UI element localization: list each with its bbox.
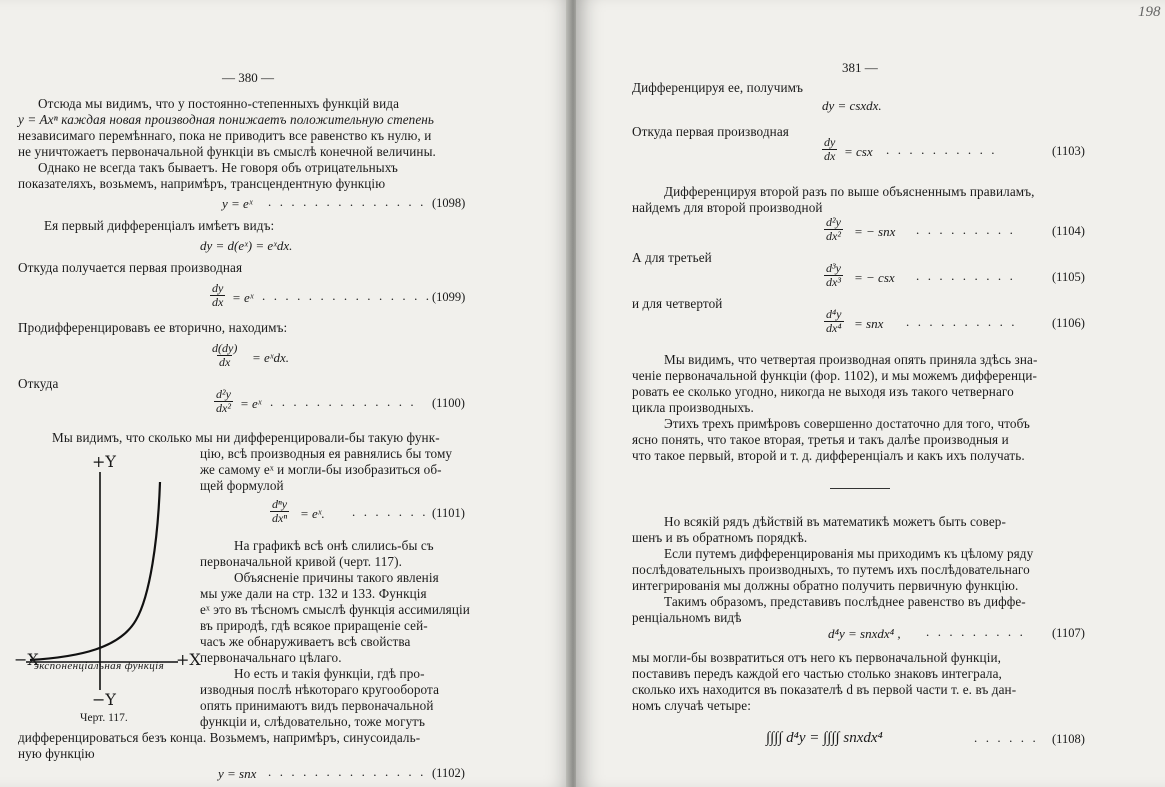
text-line: сколько ихъ находится въ показателѣ d въ первой части т. е. въ дан- bbox=[632, 682, 1017, 697]
text-line: А для третьей bbox=[632, 250, 712, 265]
margin-note: 198 bbox=[1138, 4, 1161, 20]
formula-differential: dy = csxdx. bbox=[822, 98, 882, 113]
text-line: опять принимаютъ видъ первоначальной bbox=[200, 698, 434, 713]
page-number: — 380 — bbox=[222, 70, 274, 85]
text-line: Откуда bbox=[18, 376, 59, 391]
minus-x-label: −X bbox=[14, 650, 39, 669]
curve-label: экспоненціальная функція bbox=[34, 660, 165, 672]
leader-dots: . . . . . . . . . . . . . . bbox=[268, 194, 426, 209]
leader-dots: . . . . . . . . . . bbox=[886, 142, 998, 157]
page-number: 381 — bbox=[842, 60, 878, 75]
text-line: не уничтожаетъ первоначальной функціи въ смыслѣ конечной величины. bbox=[18, 144, 436, 159]
formula-second-rhs: = eˣdx. bbox=[252, 350, 289, 365]
text-line: Дифференцируя ее, получимъ bbox=[632, 80, 803, 95]
text-line: найдемъ для второй производной bbox=[632, 200, 823, 215]
denominator: dx² bbox=[216, 401, 231, 415]
denominator: dxⁿ bbox=[272, 511, 288, 525]
plus-y-label: +Y bbox=[92, 452, 116, 471]
section-divider bbox=[830, 488, 890, 489]
text-line: мы могли-бы возвратиться отъ него къ первоначальной функціи, bbox=[632, 650, 1002, 665]
text-line: цикла производныхъ. bbox=[632, 400, 754, 415]
text-line: шенъ и въ обратномъ порядкѣ. bbox=[632, 530, 808, 545]
figure-caption: Черт. 117. bbox=[80, 712, 128, 724]
formula-differential: dy = d(eˣ) = eˣdx. bbox=[200, 238, 293, 253]
leader-dots: . . . . . . . . . . . . . bbox=[270, 394, 417, 409]
text-line: Ея первый дифференціалъ имѣетъ видъ: bbox=[44, 218, 275, 233]
text-line: Такимъ образомъ, представивъ послѣднее равенство въ диффе- bbox=[664, 594, 1026, 609]
text-line: ровать ее сколько угодно, никогда не выходя изъ такого четвернаго bbox=[632, 384, 1014, 399]
text-line: показателяхъ, возьмемъ, напримѣръ, трансцендентную функцію bbox=[18, 176, 386, 191]
text-line: первоначальной кривой (черт. 117). bbox=[200, 554, 403, 569]
text-line: Если путемъ дифференцированія мы приходимъ къ цѣлому ряду bbox=[664, 546, 1034, 561]
text-line: Дифференцируя второй разъ по выше объясненнымъ правиламъ, bbox=[664, 184, 1035, 199]
leader-dots: . . . . . . . . . bbox=[916, 222, 1016, 237]
text-line: Отсюда мы видимъ, что у постоянно-степенныхъ функцій вида bbox=[38, 96, 400, 111]
text-line: y = Axⁿ каждая новая производная понижаетъ положительную степень bbox=[18, 112, 435, 127]
fraction bbox=[824, 262, 843, 289]
text-line: Однако не всегда такъ бываетъ. Не говоря объ отрицательныхъ bbox=[38, 160, 398, 175]
formula-1106-rhs: = snx bbox=[854, 316, 884, 331]
text-line: и для четвертой bbox=[632, 296, 723, 311]
text-line: Мы видимъ, что сколько мы ни дифференцировали-бы такую функ- bbox=[52, 430, 440, 445]
text-line: изводныя послѣ нѣкотораго кругооборота bbox=[200, 682, 440, 697]
leader-dots: . . . . . . . bbox=[352, 504, 429, 519]
text-line: Откуда получается первая производная bbox=[18, 260, 243, 275]
equation-number: (1106) bbox=[1052, 316, 1085, 330]
leader-dots: . . . . . . . . . . . . . . bbox=[268, 764, 426, 779]
leader-dots: . . . . . . . . . bbox=[916, 268, 1016, 283]
text-line: что такое первый, второй и т. д. дифференціалъ и какъ ихъ получать. bbox=[632, 448, 1025, 463]
text-line: ченіе первоначальной функціи (фор. 1102), и мы можемъ дифференци- bbox=[632, 368, 1037, 383]
denominator: dx³ bbox=[826, 275, 841, 289]
formula-1108: ∫∫∫∫ d⁴y = ∫∫∫∫ snxdx⁴ bbox=[766, 730, 883, 746]
page-380 bbox=[0, 0, 573, 787]
numerator: d²y bbox=[216, 387, 231, 401]
text-line: дифференцироваться безъ конца. Возьмемъ, напримѣръ, синусоидаль- bbox=[18, 730, 421, 745]
text-line: Мы видимъ, что четвертая производная опять приняла здѣсь зна- bbox=[664, 352, 1038, 367]
formula-1098: y = eˣ bbox=[222, 196, 253, 211]
text-line: Продифференцировавъ ее вторично, находимъ: bbox=[18, 320, 288, 335]
text-line: независимаго перемѣннаго, пока не приводитъ все равенство къ нулю, и bbox=[18, 128, 432, 143]
equation-number: (1100) bbox=[432, 396, 465, 410]
formula-1104-rhs: = − snx bbox=[854, 224, 896, 239]
equation-number: (1098) bbox=[432, 196, 466, 210]
text-line: поставивъ передъ каждой его частью столько знаковъ интеграла, bbox=[632, 666, 1002, 681]
formula-1105-rhs: = − csx bbox=[854, 270, 895, 285]
formula-1107: d⁴y = snxdx⁴ , bbox=[828, 626, 901, 641]
text-line: первоначальнаго цѣлаго. bbox=[200, 650, 342, 665]
fraction bbox=[824, 216, 843, 243]
formula-1103-rhs: = csx bbox=[844, 144, 873, 159]
text-line: въ природѣ, гдѣ всякое приращеніе сей- bbox=[200, 618, 428, 633]
numerator: d²y bbox=[826, 215, 841, 229]
formula-1100-rhs: = eˣ bbox=[240, 396, 262, 411]
text-line: На графикѣ всѣ онѣ слились-бы съ bbox=[234, 538, 434, 553]
equation-number: (1102) bbox=[432, 766, 465, 780]
equation-number: (1104) bbox=[1052, 224, 1085, 238]
text-line: Этихъ трехъ примѣровъ совершенно достаточно для того, чтобъ bbox=[664, 416, 1030, 431]
text-line: функціи и, слѣдовательно, тоже могутъ bbox=[200, 714, 426, 729]
equation-number: (1108) bbox=[1052, 732, 1085, 746]
equation-number: (1103) bbox=[1052, 144, 1085, 158]
text-line: цію, всѣ производныя ея равнялись бы тому bbox=[200, 446, 453, 461]
text-line: ренціальномъ видѣ bbox=[632, 610, 742, 625]
denominator: dx bbox=[219, 355, 231, 369]
denominator: dx² bbox=[826, 229, 841, 243]
numerator: d³y bbox=[826, 261, 841, 275]
text-line: интегрированія мы должны обратно получить первичную функцію. bbox=[632, 578, 1019, 593]
leader-dots: . . . . . . bbox=[974, 730, 1039, 745]
text-line: Но всякій рядъ дѣйствій въ математикѣ можетъ быть совер- bbox=[664, 514, 1006, 529]
leader-dots: . . . . . . . . . bbox=[926, 624, 1026, 639]
formula-1101-rhs: = eˣ. bbox=[300, 506, 325, 521]
leader-dots: . . . . . . . . . . bbox=[906, 314, 1018, 329]
exponential-curve bbox=[30, 482, 160, 660]
text-line: eˣ это въ тѣсномъ смыслѣ функція ассимиляціи bbox=[200, 602, 470, 617]
leader-dots: . . . . . . . . . . . . . . . bbox=[262, 288, 432, 303]
numerator: dy bbox=[212, 281, 224, 295]
text-line: же самому eˣ и могли-бы изобразиться об- bbox=[200, 462, 442, 477]
equation-number: (1101) bbox=[432, 506, 465, 520]
fraction bbox=[824, 308, 844, 335]
text-line: Объясненіе причины такого явленія bbox=[234, 570, 439, 585]
equation-number: (1107) bbox=[1052, 626, 1085, 640]
text-line: ясно понять, что такое вторая, третья и такъ далѣе производныя и bbox=[632, 432, 1009, 447]
text-line: ную функцію bbox=[18, 746, 95, 761]
text-line: Откуда первая производная bbox=[632, 124, 789, 139]
text-line: номъ случаѣ четыре: bbox=[632, 698, 751, 713]
plus-x-label: +X bbox=[176, 650, 201, 669]
text-line: щей формулой bbox=[200, 478, 284, 493]
equation-number: (1099) bbox=[432, 290, 466, 304]
numerator: dⁿy bbox=[272, 497, 288, 511]
denominator: dx bbox=[212, 295, 224, 309]
minus-y-label: −Y bbox=[92, 690, 116, 709]
text-line: часъ же обнаруживаетъ всѣ свойства bbox=[200, 634, 411, 649]
equation-number: (1105) bbox=[1052, 270, 1085, 284]
formula-1102: y = snx bbox=[218, 766, 257, 781]
text-line: Но есть и такія функціи, гдѣ про- bbox=[234, 666, 425, 681]
page-381 bbox=[576, 0, 1165, 787]
fraction bbox=[822, 136, 837, 163]
numerator: d⁴y bbox=[826, 307, 842, 321]
numerator: d(dy) bbox=[212, 341, 238, 355]
text-line: мы уже дали на стр. 132 и 133. Функція bbox=[200, 586, 427, 601]
denominator: dx bbox=[824, 149, 836, 163]
numerator: dy bbox=[824, 135, 836, 149]
denominator: dx⁴ bbox=[826, 321, 842, 335]
text-line: послѣдовательныхъ производныхъ, то путемъ ихъ послѣдовательнаго bbox=[632, 562, 1030, 577]
formula-1099-rhs: = eˣ bbox=[232, 290, 254, 305]
